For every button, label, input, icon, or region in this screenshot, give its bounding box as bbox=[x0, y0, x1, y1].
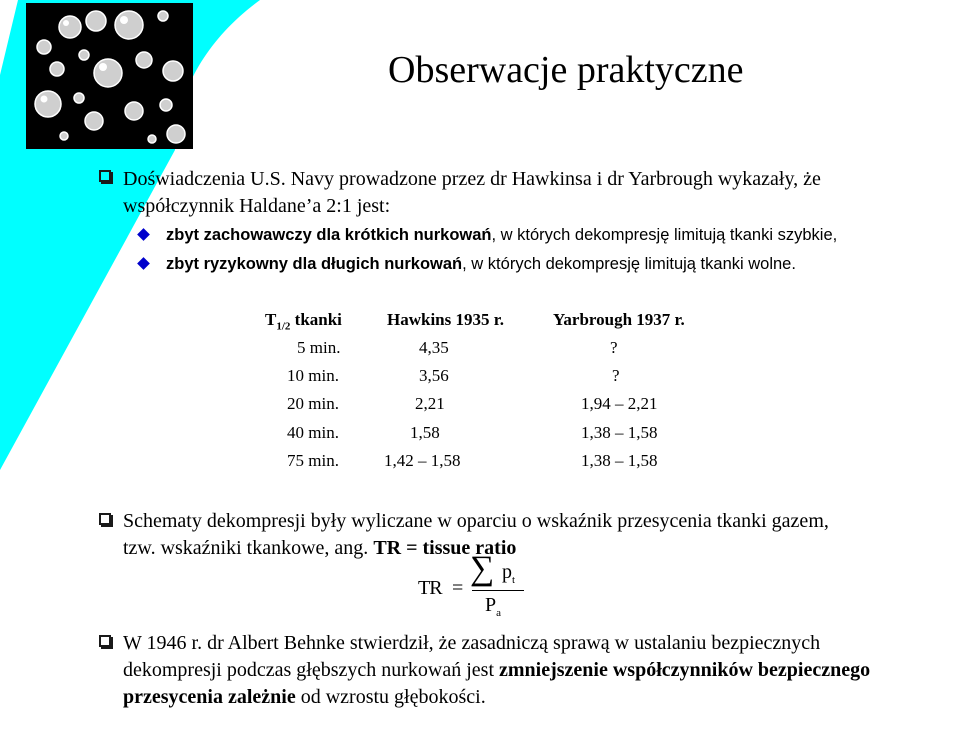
checkbox-bullet-icon bbox=[99, 170, 111, 182]
paragraph-2-line-1: Schematy dekompresji były wyliczane w oparciu o wskaźnik przesycenia tkanki gazem, bbox=[123, 510, 829, 532]
paragraph-3-line-3-bold: przesycenia zależnie bbox=[123, 686, 296, 708]
table-header-yarbrough: Yarbrough 1937 r. bbox=[553, 310, 685, 329]
table-row-3-yarbrough: 1,94 – 2,21 bbox=[581, 394, 658, 413]
table-header-t-rest: tkanki bbox=[290, 310, 342, 329]
table-row-5-yarbrough: 1,38 – 1,58 bbox=[581, 451, 658, 470]
formula-numerator bbox=[502, 561, 515, 586]
subitem-2-bold: zbyt ryzykowny dla długich nurkowań bbox=[166, 255, 463, 273]
table-row-2-hawkins: 3,56 bbox=[419, 366, 449, 385]
table-row-2-t: 10 min. bbox=[287, 366, 339, 385]
subitem-2-rest: , w których dekompresję limitują tkanki wolne. bbox=[462, 255, 796, 273]
table-row-5-hawkins: 1,42 – 1,58 bbox=[384, 451, 461, 470]
table-header-hawkins: Hawkins 1935 r. bbox=[387, 310, 504, 329]
table-row-4-hawkins: 1,58 bbox=[410, 423, 440, 442]
formula-denominator bbox=[485, 594, 501, 619]
formula-numerator-sub: t bbox=[512, 574, 516, 586]
paragraph-3-line-2-plain: dekompresji podczas głębszych nurkowań jest bbox=[123, 659, 500, 681]
formula-equals: = bbox=[452, 577, 464, 599]
formula-lhs: TR bbox=[418, 577, 442, 599]
slide-title: Obserwacje praktyczne bbox=[388, 49, 744, 91]
subitem-1-bold: zbyt zachowawczy dla krótkich nurkowań bbox=[166, 226, 492, 244]
paragraph-3-line-2 bbox=[123, 656, 870, 684]
paragraph-3-line-1: W 1946 r. dr Albert Behnke stwierdził, że zasadniczą sprawą w ustalaniu bezpiecznych bbox=[123, 632, 821, 654]
formula-numerator-p: p bbox=[502, 561, 512, 583]
paragraph-1-line-2: współczynnik Haldane’a 2:1 jest: bbox=[123, 195, 391, 217]
table-row-2-yarbrough: ? bbox=[612, 366, 620, 385]
checkbox-bullet-icon bbox=[99, 635, 111, 647]
table-row-1-hawkins: 4,35 bbox=[419, 338, 449, 357]
bubbles-image bbox=[26, 3, 193, 149]
paragraph-2-line-2-plain: tzw. wskaźniki tkankowe, ang. bbox=[123, 537, 374, 559]
table-header-tissue bbox=[265, 310, 342, 336]
formula-denominator-sub: a bbox=[496, 607, 502, 619]
table-row-5-t: 75 min. bbox=[287, 451, 339, 470]
paragraph-3-line-2-bold: zmniejszenie współczynników bezpiecznego bbox=[499, 659, 871, 681]
table-row-1-yarbrough: ? bbox=[610, 338, 618, 357]
paragraph-2-line-2-bold: TR = tissue ratio bbox=[373, 537, 517, 559]
subitem-2 bbox=[166, 253, 796, 275]
table-row-4-t: 40 min. bbox=[287, 423, 339, 442]
table-row-4-yarbrough: 1,38 – 1,58 bbox=[581, 423, 658, 442]
formula-denominator-p: P bbox=[485, 594, 497, 616]
table-header-t-sub: 1/2 bbox=[276, 320, 291, 333]
subitem-1 bbox=[166, 224, 837, 246]
subitem-1-rest: , w których dekompresję limitują tkanki szybkie, bbox=[491, 226, 838, 244]
paragraph-2-line-2 bbox=[123, 534, 516, 562]
table-row-3-t: 20 min. bbox=[287, 394, 339, 413]
paragraph-1-line-1: Doświadczenia U.S. Navy prowadzone przez dr Hawkinsa i dr Yarbrough wykazały, że bbox=[123, 168, 821, 190]
paragraph-3-line-3 bbox=[123, 683, 486, 711]
fraction-bar bbox=[472, 590, 524, 591]
table-header-t: T bbox=[265, 310, 277, 329]
table-row-3-hawkins: 2,21 bbox=[415, 394, 445, 413]
table-row-1-t: 5 min. bbox=[297, 338, 341, 357]
formula-sigma: ∑ bbox=[470, 550, 495, 587]
paragraph-3-line-3-plain: od wzrostu głębokości. bbox=[295, 686, 486, 708]
checkbox-bullet-icon bbox=[99, 513, 111, 525]
